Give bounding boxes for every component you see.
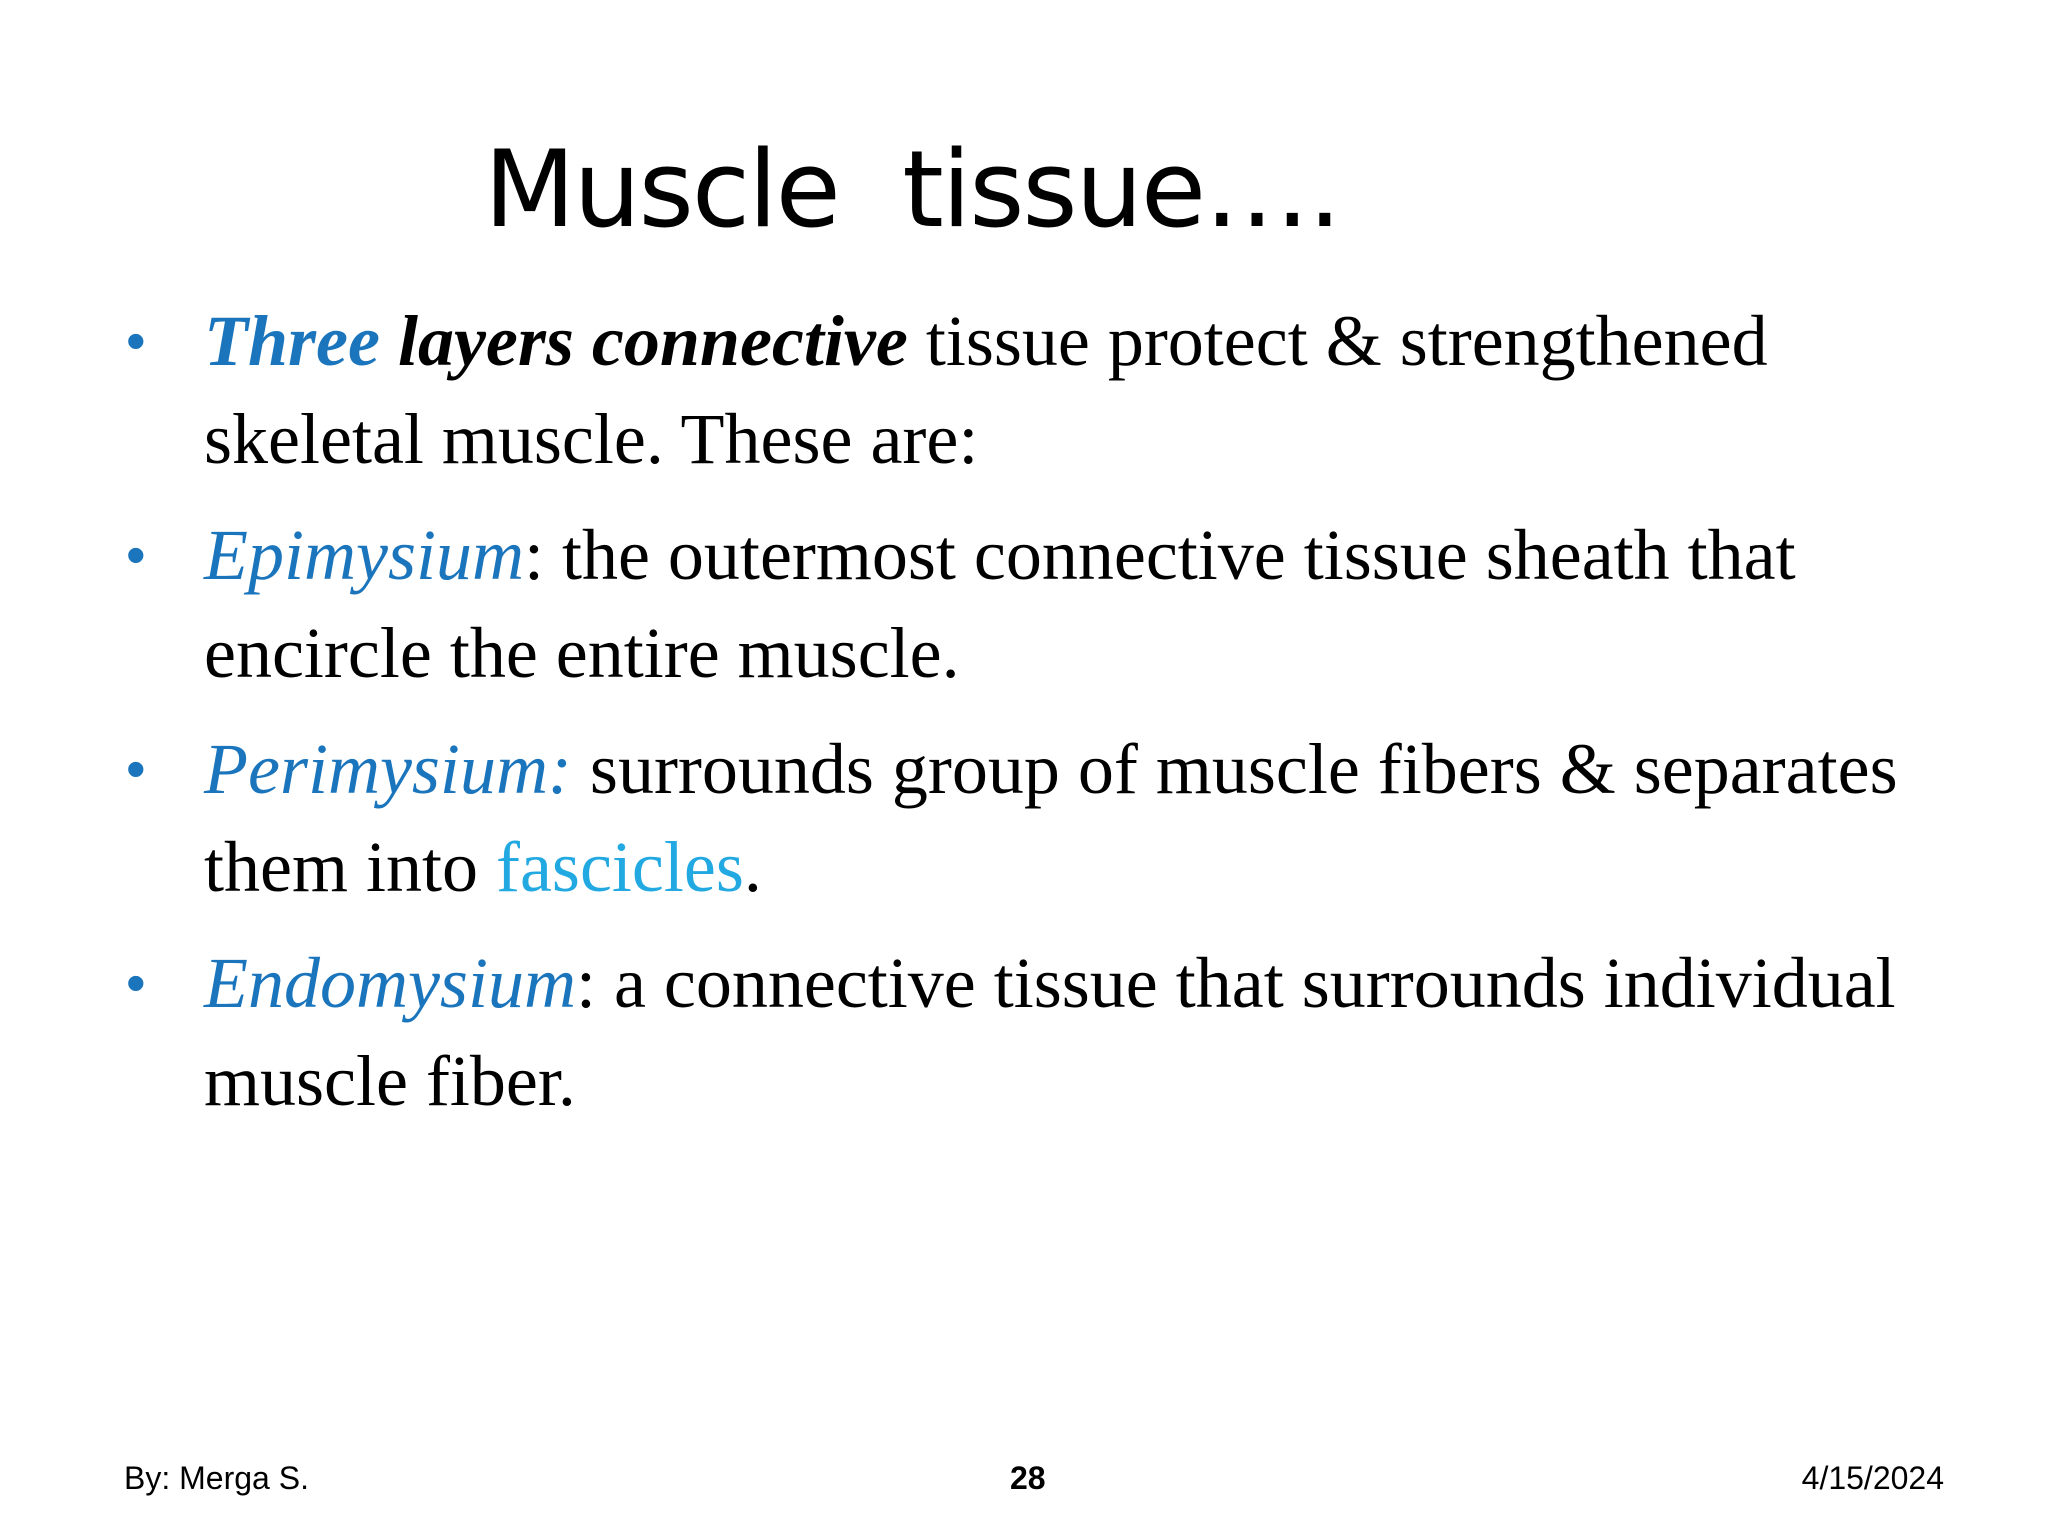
bullet-term-perimysium: Perimysium: bbox=[204, 729, 572, 809]
bullet-text: : the outermost connective tissue sheath that encircle the entire muscle. bbox=[204, 515, 1796, 693]
bullet-item-epimysium bbox=[118, 506, 1898, 702]
bullet-text: surrounds group of muscle fibers & separates them into bbox=[204, 729, 1898, 907]
bullet-term-endomysium: Endomysium bbox=[204, 943, 576, 1023]
bullet-bold-phrase: layers connective bbox=[397, 301, 908, 381]
highlight-fascicles: fascicles bbox=[495, 827, 744, 907]
bullet-term-epimysium: Epimysium bbox=[204, 515, 524, 595]
footer-author: By: Merga S. bbox=[124, 1460, 309, 1496]
bullet-item-endomysium bbox=[118, 934, 1898, 1130]
bullet-term-three: Three bbox=[204, 301, 380, 381]
bullet-item-perimysium bbox=[118, 720, 1898, 916]
bullet-dot-icon: • bbox=[126, 951, 146, 1014]
bullet-dot-icon: • bbox=[126, 737, 146, 800]
bullet-text: : a connective tissue that surrounds individual muscle fiber. bbox=[204, 943, 1896, 1121]
footer-date: 4/15/2024 bbox=[1801, 1460, 1944, 1496]
bullet-text: tissue protect & strengthened skeletal muscle. These are: bbox=[204, 301, 1768, 479]
footer-page-number: 28 bbox=[1010, 1460, 1046, 1496]
bullet-dot-icon: • bbox=[126, 523, 146, 586]
slide-title: Muscle tissue…. bbox=[484, 128, 1340, 251]
bullet-item-three-layers bbox=[118, 292, 1898, 488]
bullet-text-end: . bbox=[743, 827, 762, 907]
bullet-dot-icon: • bbox=[126, 309, 146, 372]
bullet-list bbox=[118, 292, 1898, 1148]
